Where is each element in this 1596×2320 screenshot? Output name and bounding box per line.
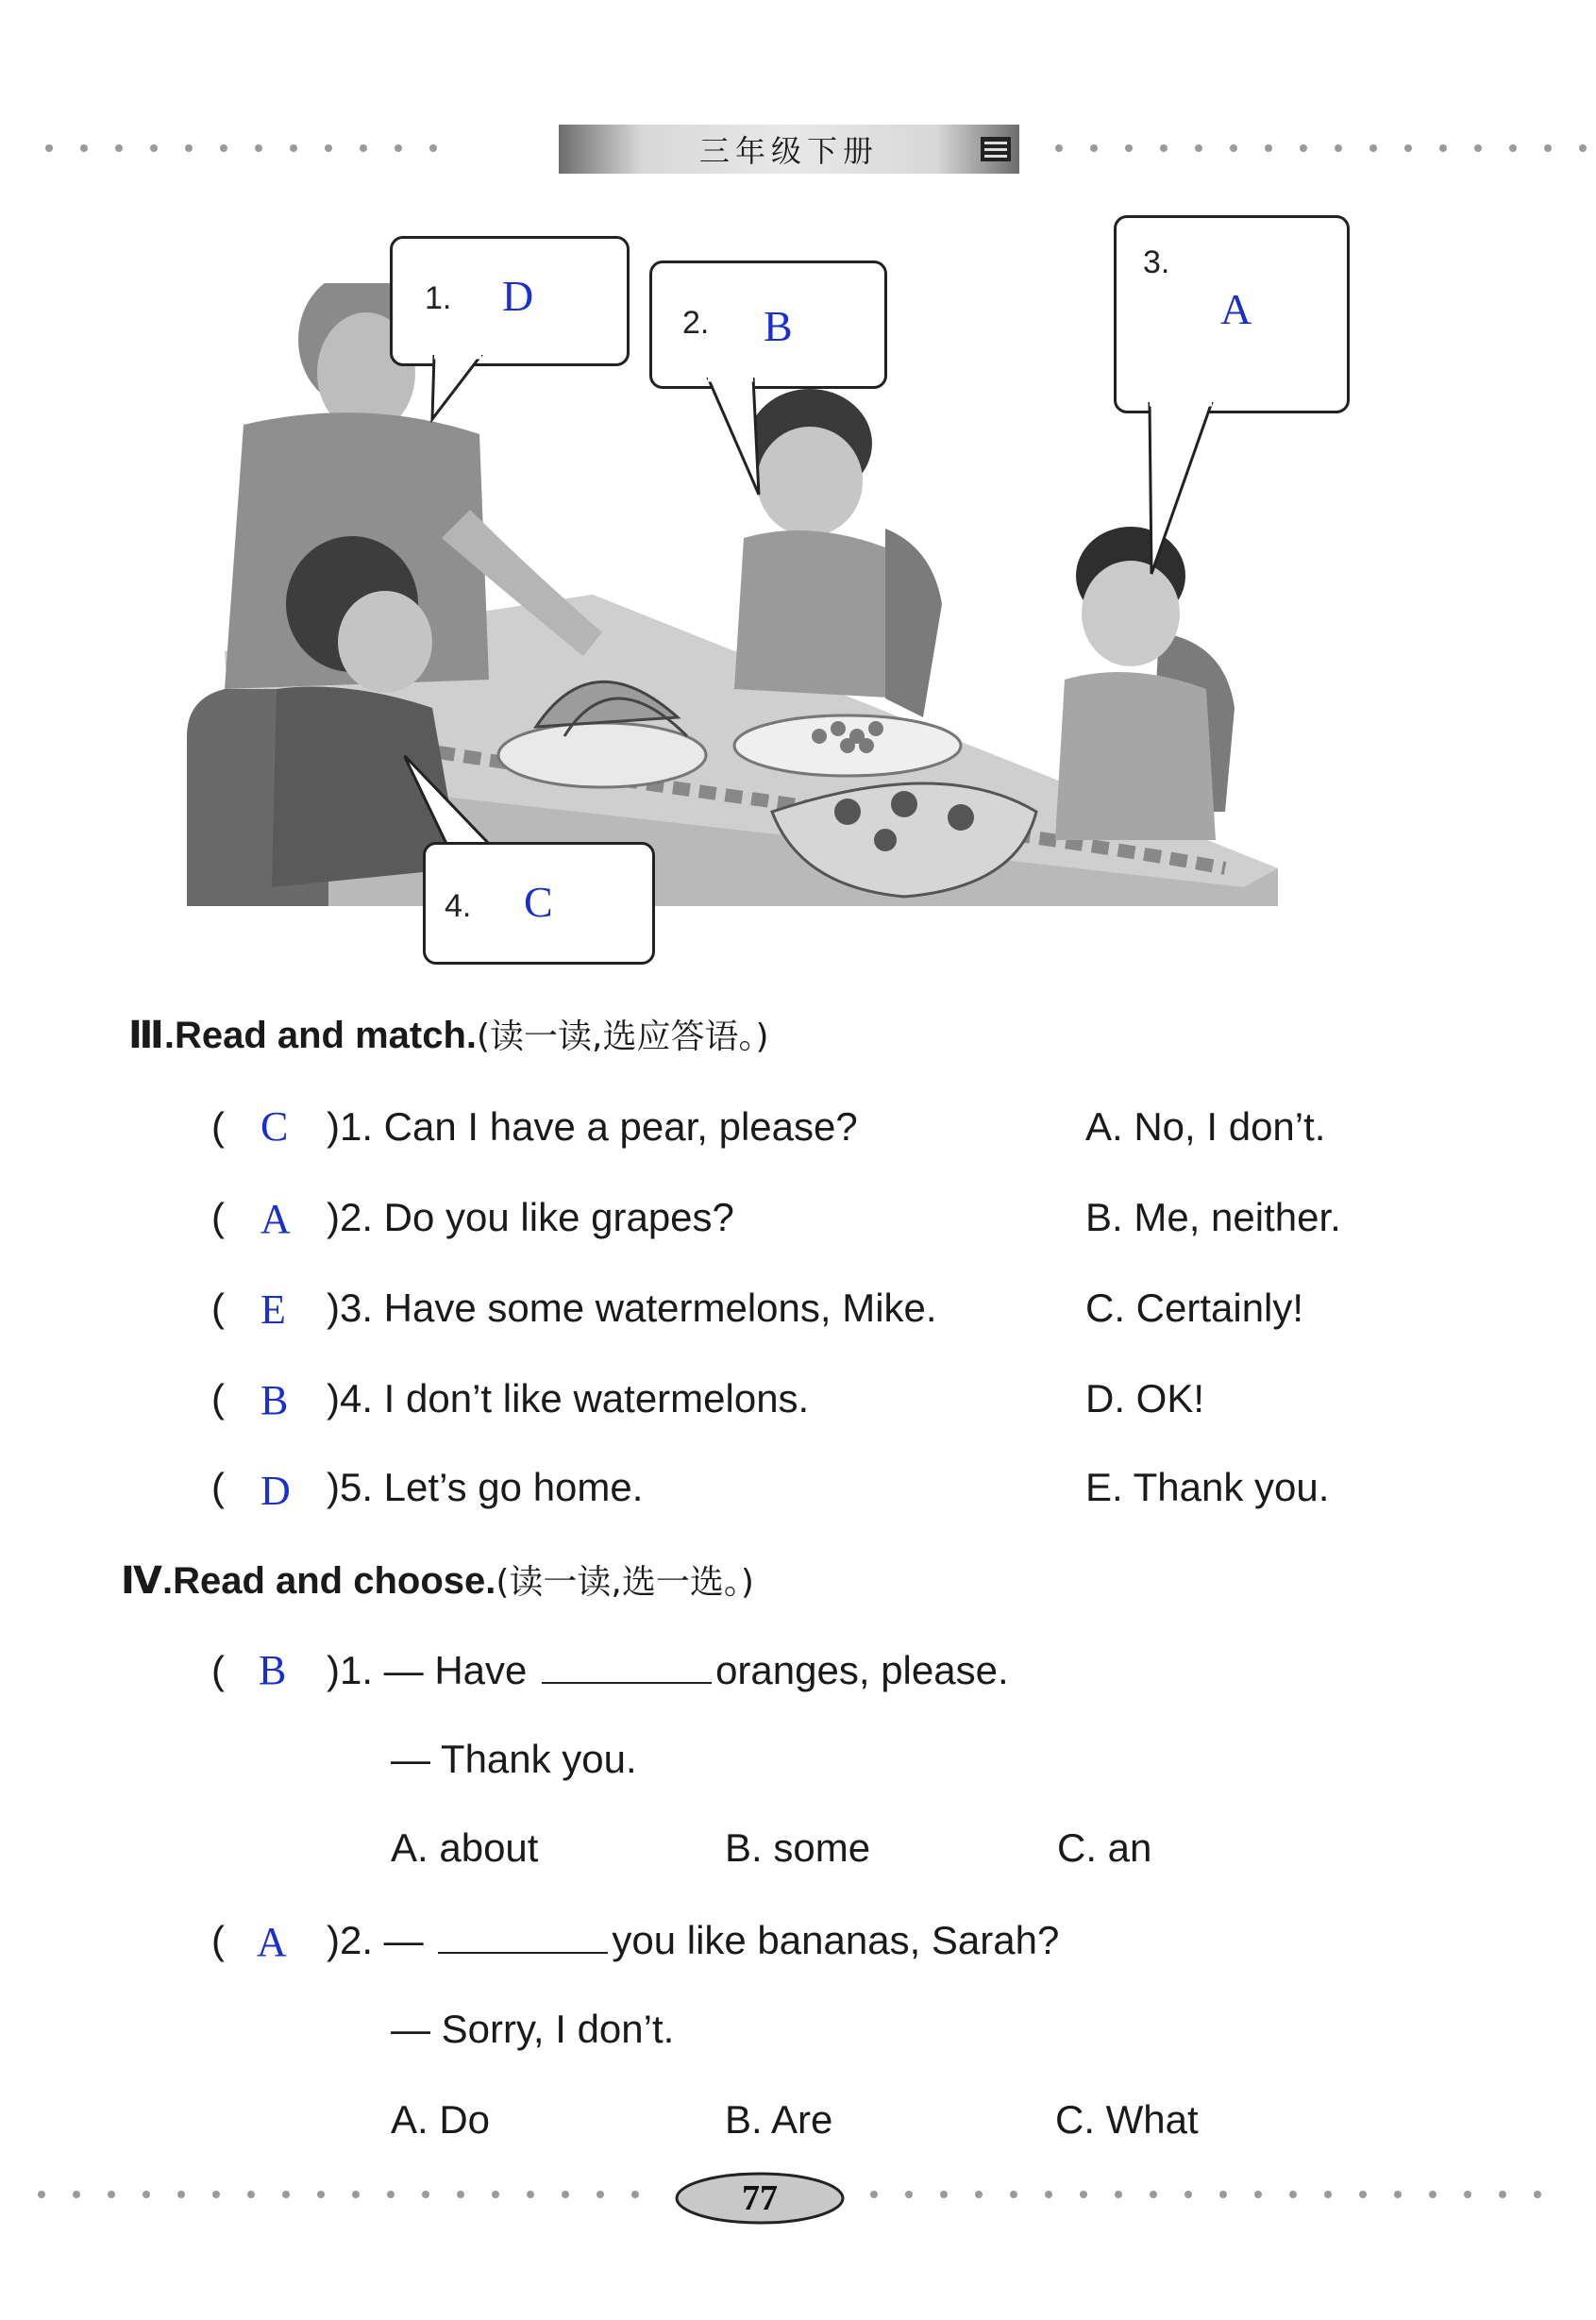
page-number: 77 xyxy=(742,2178,778,2218)
section-3-title: Read and match. xyxy=(174,1015,478,1056)
bubble-answer: A xyxy=(1220,285,1252,333)
question-text: )1. Can I have a pear, please? xyxy=(327,1104,858,1149)
reply-line: — Thank you. xyxy=(391,1737,637,1781)
section-3-instruction: (读一读,选应答语。) xyxy=(477,1017,769,1056)
bubble-tail-2 xyxy=(700,378,776,498)
section-4-heading xyxy=(121,1555,754,1604)
question-text: )2. Do you like grapes? xyxy=(327,1195,734,1239)
speech-bubble-1 xyxy=(390,236,630,366)
option-c: C. What xyxy=(1055,2097,1199,2142)
bubble-answer: D xyxy=(502,272,534,320)
option-b: B. Are xyxy=(725,2097,833,2142)
page-number-badge xyxy=(674,2171,846,2226)
header-dots-left xyxy=(45,142,437,155)
answer-mark: D xyxy=(260,1468,291,1514)
question-text: )3. Have some watermelons, Mike. xyxy=(327,1286,937,1330)
option-text: B. Me, neither. xyxy=(1085,1195,1341,1239)
question-tail: oranges, please. xyxy=(715,1648,1009,1692)
question-line xyxy=(327,1648,1009,1693)
bubble-number: 2. xyxy=(682,305,710,341)
bubble-tail-1 xyxy=(415,355,491,423)
grade-title: 三年级下册 xyxy=(698,133,879,169)
option-a: A. Do xyxy=(391,2097,491,2142)
bubble-tail-3 xyxy=(1129,402,1223,578)
reply-line: — Sorry, I don’t. xyxy=(391,2007,675,2051)
answer-mark: E xyxy=(260,1286,286,1333)
section-3-numeral: Ⅲ. xyxy=(128,1015,175,1056)
answer-mark: A xyxy=(260,1196,291,1242)
option-b: B. some xyxy=(725,1825,871,1870)
answer-mark: B xyxy=(260,1377,289,1423)
workbook-page: 三年级下册 1. D 2. B 3. A 4. C Ⅲ.Read and match.(读一读,选应答语。) ( C )1. Can I have a pear, please? A. No, I don’t. ( A )2. Do you like grapes? B. Me, neither. ( E )3. Have some watermelons, Mike. C. Certainly! ( B )4. I don’t like watermelons. D. OK! ( D )5. Let’s go home. E. Thank you. Ⅳ.Read and choose.(读一读,选一选。) ( B )1. — Have oranges, please. — Thank you. A. about B. some C. an ( A )2. — you like bananas, Sarah? — Sorry, I don’t. A. Do B. Are C. What 77 xyxy=(0,0,1596,2320)
question-lead: )2. — xyxy=(327,1918,424,1962)
footer-dots-left xyxy=(38,2188,639,2201)
option-text: A. No, I don’t. xyxy=(1085,1104,1326,1149)
bubble-number: 3. xyxy=(1143,244,1170,280)
answer-blank xyxy=(542,1650,712,1684)
section-4-title: Read and choose. xyxy=(173,1560,496,1602)
question-text: )4. I don’t like watermelons. xyxy=(327,1376,810,1421)
section-4-numeral: Ⅳ. xyxy=(121,1560,174,1602)
question-line xyxy=(327,1918,1059,1963)
speech-bubble-3 xyxy=(1114,215,1350,413)
book-icon xyxy=(978,131,1014,167)
option-text: C. Certainly! xyxy=(1085,1286,1304,1330)
speech-bubble-4 xyxy=(423,842,655,965)
answer-mark: C xyxy=(260,1103,289,1150)
answer-mark: A xyxy=(257,1919,287,1965)
bubble-answer: B xyxy=(764,302,793,350)
option-a: A. about xyxy=(391,1825,539,1870)
speech-bubble-2 xyxy=(649,261,887,389)
bubble-answer: C xyxy=(524,878,553,926)
option-text: E. Thank you. xyxy=(1085,1465,1330,1509)
option-c: C. an xyxy=(1057,1825,1152,1870)
answer-mark: B xyxy=(259,1647,287,1693)
bubble-number: 1. xyxy=(425,280,452,316)
bubble-number: 4. xyxy=(445,888,472,924)
bubble-tail-4 xyxy=(404,755,495,849)
section-3-heading xyxy=(128,1010,769,1058)
option-text: D. OK! xyxy=(1085,1376,1205,1421)
question-tail: you like bananas, Sarah? xyxy=(612,1918,1060,1962)
question-text: )5. Let’s go home. xyxy=(327,1465,644,1509)
header-band xyxy=(559,125,1019,174)
answer-blank xyxy=(438,1920,608,1954)
header-dots-right xyxy=(1055,142,1596,155)
question-lead: )1. — Have xyxy=(327,1648,528,1692)
section-4-instruction: (读一读,选一选。) xyxy=(496,1563,754,1602)
footer-dots-right xyxy=(870,2188,1541,2201)
